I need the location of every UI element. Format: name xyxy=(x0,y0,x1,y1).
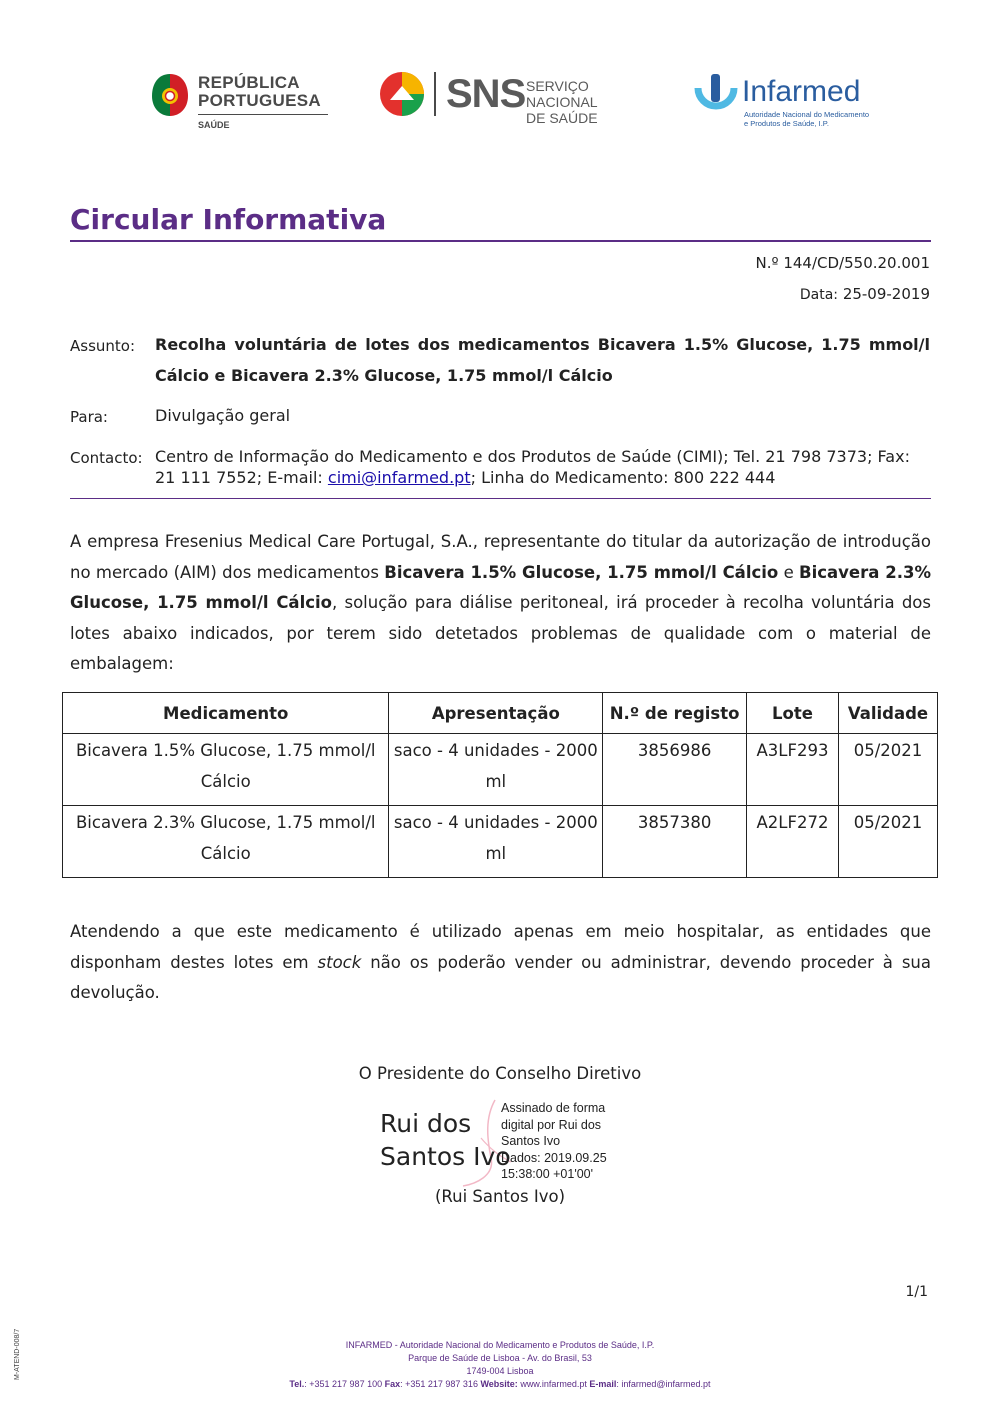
date-label: Data: xyxy=(799,287,839,303)
col-apresentacao: Apresentação xyxy=(389,693,603,734)
p2-text-c: não os poderão vender ou administrar, devendo proceder à sua devolução. xyxy=(70,952,931,1002)
rp-line2: PORTUGUESA xyxy=(198,91,321,110)
footer-web-label: Website: xyxy=(480,1379,518,1389)
sig-detail-1: Assinado de forma xyxy=(501,1101,606,1115)
p1-product-2: Bicavera 2.3% Glucose, 1.75 mmol/l Cálcio xyxy=(70,562,931,612)
p1-product-1: Bicavera 1.5% Glucose, 1.75 mmol/l Cálcio xyxy=(384,562,779,582)
body-paragraph-1 xyxy=(70,527,931,680)
digital-signature-details xyxy=(501,1100,607,1183)
infarmed-sub1: Autoridade Nacional do Medicamento xyxy=(744,110,870,119)
table-row xyxy=(63,734,938,806)
contacto-value xyxy=(155,446,930,488)
footer-email-label: E-mail xyxy=(589,1379,617,1389)
col-validade: Validade xyxy=(838,693,937,734)
republica-portuguesa-logo xyxy=(150,72,340,134)
para-label: Para: xyxy=(70,408,108,426)
para-value: Divulgação geral xyxy=(155,406,291,425)
assunto-label: Assunto: xyxy=(70,337,136,355)
col-registo: N.º de registo xyxy=(603,693,747,734)
sig-name-line1: Rui dos xyxy=(380,1109,472,1138)
cell-validade: 05/2021 xyxy=(838,806,937,878)
footer-line2: Parque de Saúde de Lisboa - Av. do Brasil, 53 xyxy=(408,1353,592,1363)
col-lote: Lote xyxy=(747,693,839,734)
contacto-text: Centro de Informação do Medicamento e dos Produtos de Saúde (CIMI); Tel. 21 798 7373; Fax: 21 111 7552; E-mail: xyxy=(155,447,910,487)
footer-contacts xyxy=(0,1379,1000,1389)
sig-name-line2: Santos Ivo xyxy=(380,1142,511,1171)
p2-stock: stock xyxy=(317,952,362,972)
infarmed-logo xyxy=(694,72,874,134)
col-medicamento: Medicamento xyxy=(63,693,389,734)
assunto-value: Recolha voluntária de lotes dos medicamentos Bicavera 1.5% Glucose, 1.75 mmol/l Cálcio e Bicavera 2.3% Glucose, 1.75 mmol/l Cálcio xyxy=(155,335,930,385)
cell-lote: A3LF293 xyxy=(747,734,839,806)
infarmed-wordmark: Infarmed xyxy=(742,75,861,108)
sig-detail-3: Santos Ivo xyxy=(501,1134,561,1148)
rp-sub: SAÚDE xyxy=(198,120,230,130)
sig-detail-5: 15:38:00 +01'00' xyxy=(501,1167,594,1181)
contacto-email-link[interactable]: cimi@infarmed.pt xyxy=(327,468,471,487)
page-number: 1/1 xyxy=(905,1284,928,1300)
sns-line2: DE SAÚDE xyxy=(526,110,598,126)
circular-number: N.º 144/CD/550.20.001 xyxy=(755,254,930,272)
document-code: M-ATEND-008/7 xyxy=(14,1328,21,1380)
page-title: Circular Informativa xyxy=(70,203,387,236)
sig-detail-2: digital por Rui dos xyxy=(501,1117,602,1132)
sns-logo xyxy=(378,70,658,126)
table-header-row xyxy=(63,693,938,734)
sns-line1: SERVIÇO NACIONAL xyxy=(526,78,598,110)
infarmed-sub2: e Produtos de Saúde, I.P. xyxy=(744,119,829,128)
digital-signature-name xyxy=(380,1107,511,1173)
printed-name: (Rui Santos Ivo) xyxy=(434,1187,566,1206)
sig-detail-4: Dados: 2019.09.25 xyxy=(501,1150,607,1165)
rp-divider xyxy=(198,114,328,115)
medicines-table xyxy=(62,692,938,878)
p1-text-e: , solução para diálise peritoneal, irá proceder à recolha voluntária dos lotes abaixo indicados, por terem sido detetados problemas de qualidade com o material de embalagem: xyxy=(70,593,931,673)
cell-registo: 3857380 xyxy=(603,806,747,878)
rp-line1: REPÚBLICA xyxy=(198,73,300,92)
cell-apresentacao: saco - 4 unidades - 2000 ml xyxy=(389,734,603,806)
cell-lote: A2LF272 xyxy=(747,806,839,878)
infarmed-emblem-icon xyxy=(694,74,738,120)
sns-emblem-icon xyxy=(378,70,426,118)
fields-divider xyxy=(70,498,931,499)
body-paragraph-2 xyxy=(70,917,931,1009)
cell-apresentacao: saco - 4 unidades - 2000 ml xyxy=(389,806,603,878)
circular-date xyxy=(800,285,930,303)
p1-text-a: A empresa Fresenius Medical Care Portugal, S.A., representante do titular da autorização de introdução no mercado (AIM) dos medicamentos xyxy=(70,532,931,582)
footer-tel-label: Tel. xyxy=(289,1379,305,1389)
footer-line3: 1749-004 Lisboa xyxy=(466,1366,534,1376)
footer-fax-label: Fax xyxy=(384,1379,401,1389)
cell-validade: 05/2021 xyxy=(838,734,937,806)
cell-registo: 3856986 xyxy=(603,734,747,806)
contacto-label: Contacto: xyxy=(70,449,143,467)
sns-wordmark: SNS xyxy=(446,72,526,116)
footer-line1: INFARMED - Autoridade Nacional do Medicamento e Produtos de Saúde, I.P. xyxy=(345,1340,655,1350)
contacto-text-post: ; Linha do Medicamento: 800 222 444 xyxy=(470,468,776,487)
footer-tel: : +351 217 987 100 xyxy=(304,1379,383,1389)
sns-divider xyxy=(434,72,436,116)
cell-medicamento: Bicavera 1.5% Glucose, 1.75 mmol/l Cálcio xyxy=(63,734,389,806)
footer-fax: : +351 217 987 316 xyxy=(400,1379,478,1389)
date-value: 25-09-2019 xyxy=(842,285,930,303)
footer-website-link[interactable]: www.infarmed.pt xyxy=(517,1379,587,1389)
signatory-role: O Presidente do Conselho Diretivo xyxy=(358,1064,642,1083)
p1-text-c: e xyxy=(778,562,800,582)
footer-email-link[interactable]: : infarmed@infarmed.pt xyxy=(616,1379,711,1389)
title-divider xyxy=(70,240,931,242)
portugal-flag-icon xyxy=(150,72,190,118)
table-row xyxy=(63,806,938,878)
cell-medicamento: Bicavera 2.3% Glucose, 1.75 mmol/l Cálcio xyxy=(63,806,389,878)
p2-text-a: Atendendo a que este medicamento é utilizado apenas em meio hospitalar, as entidades que disponham destes lotes em xyxy=(70,922,931,972)
